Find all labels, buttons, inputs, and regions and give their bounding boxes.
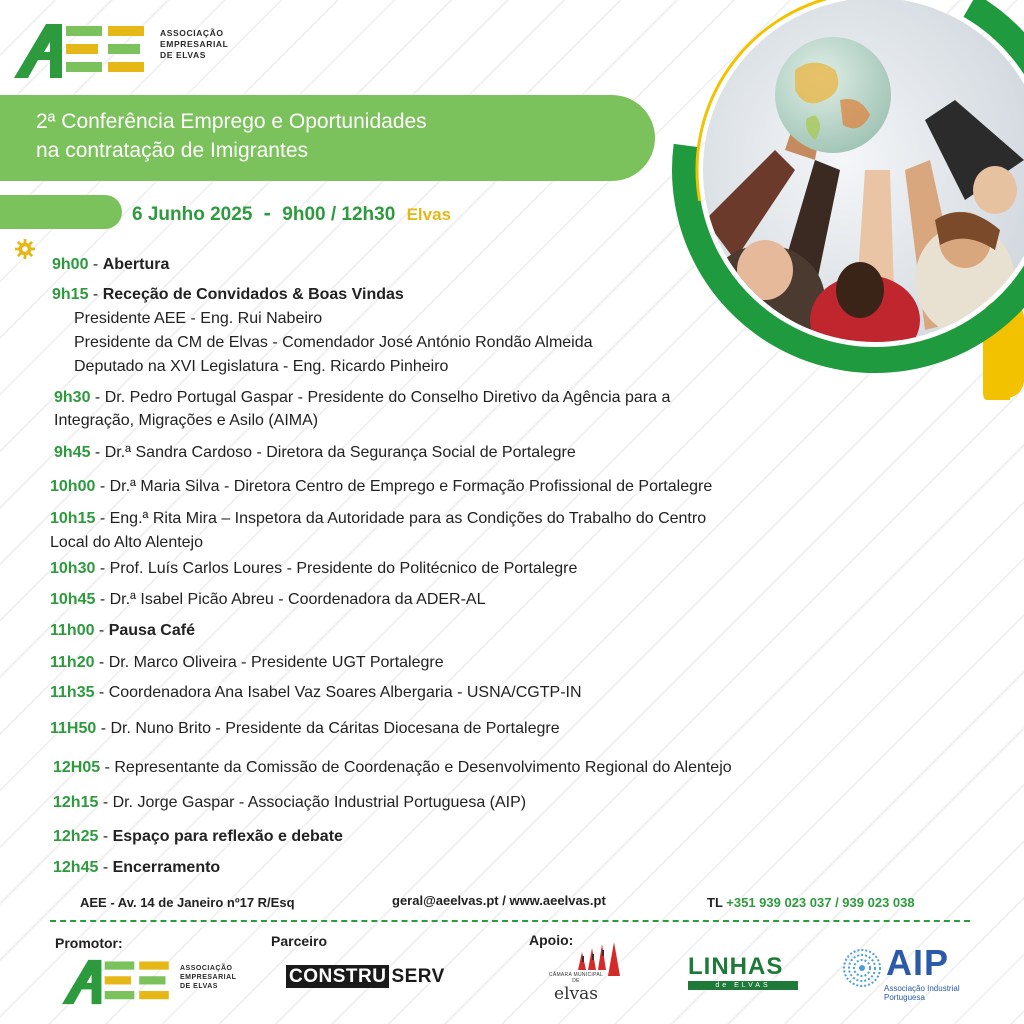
agenda-row: 12h45 - Encerramento bbox=[53, 859, 221, 876]
footer-phone: TL +351 939 023 037 / 939 023 038 bbox=[707, 895, 915, 910]
agenda-subitem: Presidente da CM de Elvas - Comendador José António Rondão Almeida bbox=[74, 334, 593, 351]
parceiro-label: Parceiro bbox=[271, 933, 328, 949]
construserv-logo: CONSTRU SERV bbox=[286, 966, 445, 988]
agenda-row: 12H05 - Representante da Comissão de Coordenação e Desenvolvimento Regional do Alentejo bbox=[53, 759, 732, 776]
agenda-row: 10h30 - Prof. Luís Carlos Loures - Presidente do Politécnico de Portalegre bbox=[50, 560, 578, 577]
agenda-row: 11h20 - Dr. Marco Oliveira - Presidente UGT Portalegre bbox=[50, 654, 444, 671]
promotor-label: Promotor: bbox=[55, 935, 123, 951]
globe-hands-photo bbox=[665, 0, 1024, 400]
linhas-de-elvas-logo: LINHAS de ELVAS bbox=[688, 955, 798, 990]
gear-icon bbox=[14, 238, 36, 260]
aip-subtitle: Associação Industrial Portuguesa bbox=[884, 984, 960, 1002]
agenda-row: 11h00 - Pausa Café bbox=[50, 622, 195, 639]
aee-logo-mark-small bbox=[62, 958, 177, 1006]
agenda-row: 12h15 - Dr. Jorge Gaspar - Associação Industrial Portuguesa (AIP) bbox=[53, 794, 527, 811]
agenda-row: 9h30 - Dr. Pedro Portugal Gaspar - Presidente do Conselho Diretivo da Agência para a bbox=[54, 389, 671, 406]
event-date: 6 Junho 2025 bbox=[132, 204, 253, 225]
title-line-2: na contratação de Imigrantes bbox=[36, 139, 308, 162]
agenda-row: 10h00 - Dr.ª Maria Silva - Diretora Centro de Emprego e Formação Profissional de Portalegre bbox=[50, 478, 713, 495]
elvas-municipality-logo: CÂMARA MUNICIPAL DE elvas bbox=[548, 940, 630, 1006]
event-time: 9h00 / 12h30 bbox=[282, 204, 396, 225]
agenda-row: 11h35 - Coordenadora Ana Isabel Vaz Soares Albergaria - USNA/CGTP-IN bbox=[50, 684, 582, 701]
aee-logo-mark bbox=[14, 22, 154, 80]
aip-globe-icon bbox=[842, 948, 882, 988]
agenda-subitem: Deputado na XVI Legislatura - Eng. Ricardo Pinheiro bbox=[74, 358, 449, 375]
footer-address: AEE - Av. 14 de Janeiro nº17 R/Esq bbox=[80, 895, 295, 910]
agenda-subitem: Presidente AEE - Eng. Rui Nabeiro bbox=[74, 310, 323, 327]
agenda-row: 9h15 - Receção de Convidados & Boas Vindas bbox=[52, 286, 404, 303]
aee-logo bbox=[14, 22, 244, 82]
event-city: Elvas bbox=[406, 205, 452, 224]
agenda-row: 10h15 - Eng.ª Rita Mira – Inspetora da Autoridade para as Condições do Trabalho do Centro bbox=[50, 510, 707, 527]
agenda-row-continuation: Integração, Migrações e Asilo (AIMA) bbox=[54, 412, 319, 429]
footer-contacts[interactable]: geral@aeelvas.pt / www.aeelvas.pt bbox=[392, 893, 606, 908]
agenda-row: 12h25 - Espaço para reflexão e debate bbox=[53, 828, 343, 845]
agenda-row: 10h45 - Dr.ª Isabel Picão Abreu - Coordenadora da ADER-AL bbox=[50, 591, 486, 608]
promotor-aee-logo bbox=[62, 958, 242, 1008]
title-line-1: 2ª Conferência Emprego e Oportunidades bbox=[36, 110, 427, 133]
agenda-row: 9h45 - Dr.ª Sandra Cardoso - Diretora da Segurança Social de Portalegre bbox=[54, 444, 576, 461]
footer-divider bbox=[50, 920, 970, 922]
agenda-row-continuation: Local do Alto Alentejo bbox=[50, 534, 204, 551]
aip-logo: AIP Associação Industrial Portuguesa bbox=[842, 946, 972, 1006]
agenda-row: 9h00 - Abertura bbox=[52, 256, 170, 273]
apoio-label: Apoio: bbox=[529, 932, 574, 948]
aee-logo-text: ASSOCIAÇÃO EMPRESARIAL DE ELVAS bbox=[160, 28, 229, 60]
event-separator: - bbox=[263, 200, 271, 225]
agenda-row: 11H50 - Dr. Nuno Brito - Presidente da Cáritas Diocesana de Portalegre bbox=[50, 720, 560, 737]
date-pill-decoration bbox=[0, 195, 122, 229]
event-date-line bbox=[132, 200, 451, 226]
title-banner bbox=[0, 95, 655, 181]
aee-logo-text-small: ASSOCIAÇÃO EMPRESARIAL DE ELVAS bbox=[180, 965, 237, 990]
